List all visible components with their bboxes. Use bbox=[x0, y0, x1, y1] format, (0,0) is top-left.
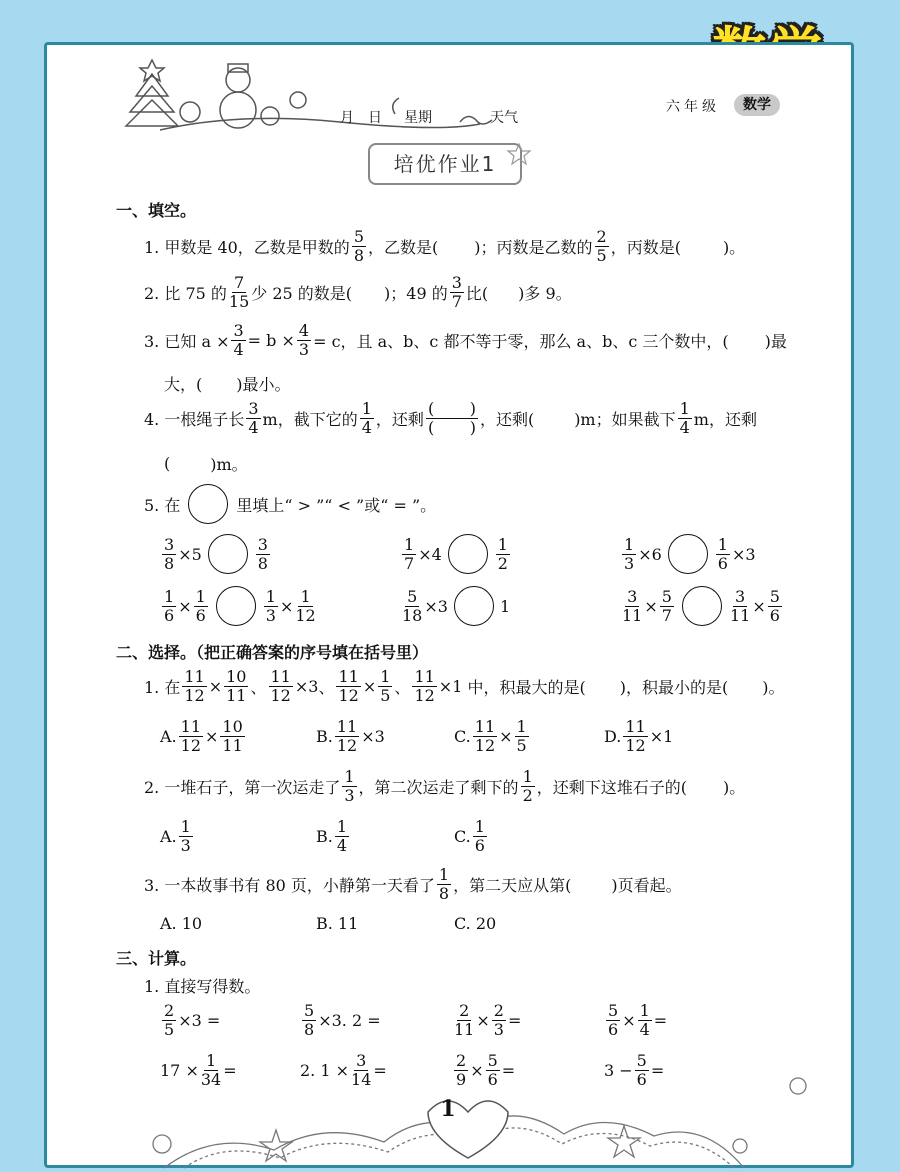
calc-item: $\frac{5}{8}$ ×3. 2 = bbox=[304, 1001, 381, 1039]
answer-circle bbox=[188, 484, 228, 524]
compare-item: $\frac{5}{18}$ ×3 1 bbox=[402, 586, 511, 625]
option-c[interactable]: C. $\frac{11}{12}$ × $\frac{1}{5}$ bbox=[454, 717, 527, 755]
option-b[interactable]: B. 1 4 bbox=[316, 817, 348, 855]
answer-circle[interactable] bbox=[454, 586, 494, 626]
section-calculation-heading: 三、计算。 bbox=[116, 949, 197, 968]
question-1-5: 5. 在 里填上“ > ”“ < ”或“ = ”。 bbox=[144, 484, 436, 524]
compare-item: $\frac{1}{7}$ ×4 1 2 bbox=[404, 534, 508, 573]
calc-item: $\frac{2}{11}$ × $\frac{2}{3}$ = bbox=[454, 1001, 522, 1039]
fraction-blank: ( ) ( ) bbox=[427, 399, 476, 437]
question-1-3: 3. 已知 a × $\frac{3}{4}$ = b × $\frac{4}{3}$ = c，且 a、b、c 都不等于零，那么 a、b、c 三个数中，( )最 bbox=[144, 321, 787, 359]
option-a[interactable]: A. 10 bbox=[160, 914, 203, 933]
question-2-3: 3. 一本故事书有 80 页，小静第一天看了 1 8 ，第二天应从第( )页看起。 bbox=[144, 865, 682, 903]
page-number: 1 bbox=[440, 1096, 456, 1122]
calc-item: $\frac{2}{5}$ ×3 = bbox=[164, 1001, 221, 1039]
weather-label: 天气 bbox=[490, 110, 518, 126]
section-choice-heading: 二、选择。（把正确答案的序号填在括号里） bbox=[116, 643, 429, 662]
page-title: 培优作业1 bbox=[368, 143, 522, 185]
fraction: 3 7 bbox=[451, 273, 462, 311]
question-1-4-cont: ( )m。 bbox=[164, 454, 248, 474]
question-1-1: 1. 甲数是 40，乙数是甲数的 5 8 ，乙数是( )；丙数是乙数的 2 5 ，丙数是( )。 bbox=[144, 227, 746, 265]
compare-item: $\frac{3}{8}$ ×5 3 8 bbox=[164, 534, 268, 573]
fraction: 5 8 bbox=[353, 227, 364, 265]
calc-item: 2. 1 × $\frac{3}{14}$ = bbox=[300, 1051, 387, 1089]
subject-pill: 数学 bbox=[734, 94, 780, 116]
fraction: 7 15 bbox=[228, 273, 250, 311]
compare-item: $\frac{3}{11}$ × $\frac{5}{7}$ $\frac{3}{11}$ × $\frac{5}{6}$ bbox=[622, 586, 780, 625]
answer-circle[interactable] bbox=[216, 586, 256, 626]
calc-item: $\frac{5}{6}$ × $\frac{1}{4}$ = bbox=[608, 1001, 668, 1039]
compare-item: $\frac{1}{6}$ × $\frac{1}{6}$ $\frac{1}{3}$ × $\frac{1}{12}$ bbox=[164, 586, 316, 625]
weekday-label: 星期 bbox=[404, 110, 432, 126]
option-a[interactable]: A. $\frac{11}{12}$ × $\frac{10}{11}$ bbox=[160, 717, 243, 755]
calc-subheading: 1. 直接写得数。 bbox=[144, 977, 261, 996]
fraction: 3 4 bbox=[248, 399, 259, 437]
star-icon bbox=[506, 142, 532, 166]
option-a[interactable]: A. 1 3 bbox=[160, 817, 191, 855]
section-fill-blank-heading: 一、填空。 bbox=[116, 201, 197, 220]
answer-circle[interactable] bbox=[668, 534, 708, 574]
fraction: $\frac{4}{3}$ bbox=[298, 321, 310, 359]
fraction: 1 4 bbox=[679, 399, 690, 437]
question-1-3-cont: 大，( )最小。 bbox=[164, 375, 291, 394]
answer-circle[interactable] bbox=[448, 534, 488, 574]
fraction: 2 5 bbox=[596, 227, 607, 265]
question-2-1: 1. 在 $\frac{11}{12}$ × $\frac{10}{11}$ 、 $\frac{11}{12}$ ×3 、 $\frac{11}{12}$ × $\frac{1}{5}$ 、 $\frac{11}{12}$ ×1 中，积最大的是( )，积最小的是( )。 bbox=[144, 667, 785, 705]
calc-item: 3 − $\frac{5}{6}$ = bbox=[604, 1051, 665, 1089]
calc-item: $\frac{2}{9}$ × $\frac{5}{6}$ = bbox=[456, 1051, 516, 1089]
date-day-label: 日 bbox=[368, 110, 382, 126]
option-b[interactable]: B. 11 bbox=[316, 914, 359, 933]
answer-circle[interactable] bbox=[682, 586, 722, 626]
option-b[interactable]: B. $\frac{11}{12}$ ×3 bbox=[316, 717, 385, 755]
christmas-decoration-icon bbox=[120, 52, 540, 132]
grade-label: 六年级 bbox=[666, 99, 720, 115]
fraction: 1 4 bbox=[361, 399, 372, 437]
question-1-2: 2. 比 75 的 7 15 少 25 的数是( )；49 的 3 7 比( )多 9。 bbox=[144, 273, 572, 311]
option-d[interactable]: D. $\frac{11}{12}$ ×1 bbox=[604, 717, 674, 755]
date-month-label: 月 bbox=[340, 110, 354, 126]
question-1-4: 4. 一根绳子长 3 4 m，截下它的 1 4 ，还剩 ( ) ( ) ，还剩( )m；如果截下 1 4 m，还剩 bbox=[144, 399, 757, 437]
question-2-2: 2. 一堆石子，第一次运走了 1 3 ，第二次运走了剩下的 1 2 ，还剩下这堆石子的( )。 bbox=[144, 767, 746, 805]
answer-circle[interactable] bbox=[208, 534, 248, 574]
option-c[interactable]: C. 20 bbox=[454, 914, 497, 933]
compare-item: $\frac{1}{3}$ ×6 $\frac{1}{6}$ ×3 bbox=[624, 534, 756, 573]
calc-item: 17 × $\frac{1}{34}$ = bbox=[160, 1051, 237, 1089]
fraction: $\frac{3}{4}$ bbox=[233, 321, 244, 359]
option-c[interactable]: C. 1 6 bbox=[454, 817, 485, 855]
